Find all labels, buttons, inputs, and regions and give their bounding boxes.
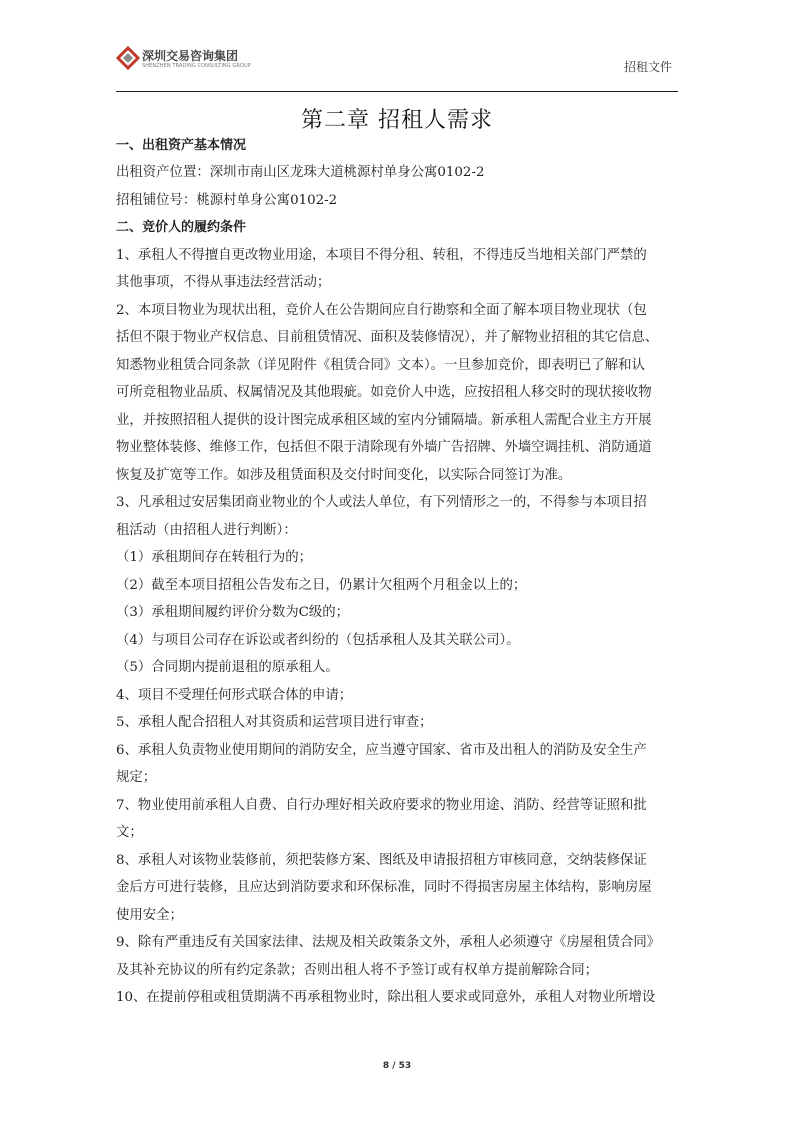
paragraph-line: 其他事项，不得从事违法经营活动； — [116, 275, 331, 290]
paragraph-line: 恢复及扩宽等工作。如涉及租赁面积及交付时间变化，以实际合同签订为准。 — [116, 468, 572, 483]
page-header — [116, 40, 678, 92]
header-divider — [116, 91, 678, 92]
paragraph-line: 8、承租人对该物业装修前，须把装修方案、图纸及申请报招租方审核同意，交纳装修保证 — [116, 853, 647, 868]
paragraph-line: 1、承租人不得擅自更改物业用途，本项目不得分租、转租，不得违反当地相关部门严禁的 — [116, 248, 647, 263]
paragraph-line: 金后方可进行装修，且应达到消防要求和环保标准，同时不得损害房屋主体结构，影响房屋 — [116, 880, 652, 895]
paragraph-line: 10、在提前停租或租赁期满不再承租物业时，除出租人要求或同意外，承租人对物业所增设 — [116, 990, 656, 1005]
list-item: （4）与项目公司存在诉讼或者纠纷的（包括承租人及其关联公司）。 — [116, 633, 520, 648]
paragraph-line: 物业整体装修、维修工作，包括但不限于清除现有外墙广告招牌、外墙空调挂机、消防通道 — [116, 440, 652, 455]
page-number: 8 / 53 — [382, 1061, 412, 1071]
paragraph-line: 括但不限于物业产权信息、目前租赁情况、面积及装修情况），并了解物业招租的其它信息、 — [116, 330, 659, 345]
paragraph-line: 7、物业使用前承租人自费、自行办理好相关政府要求的物业用途、消防、经营等证照和批 — [116, 798, 647, 813]
paragraph-line: 9、除有严重违反有关国家法律、法规及相关政策条文外，承租人必须遵守《房屋租赁合同》 — [116, 935, 661, 950]
list-item: （5）合同期内提前退租的原承租人。 — [116, 660, 339, 675]
list-item: （2）截至本项目招租公告发布之日，仍累计欠租两个月租金以上的； — [116, 578, 527, 593]
paragraph-line: 可所竞租物业品质、权属情况及其他瑕疵。如竞价人中选，应按招租人移交时的现状接收物 — [116, 385, 652, 400]
paragraph-line: 招租铺位号：桃源村单身公寓0102-2 — [116, 193, 338, 208]
paragraph-line: 规定； — [116, 770, 157, 785]
paragraph-line: 5、承租人配合招租人对其资质和运营项目进行审查； — [116, 715, 433, 730]
logo-mark-icon — [116, 46, 140, 70]
section-heading: 一、出租资产基本情况 — [116, 138, 247, 153]
logo-english-name: SHENZHEN TRADING CONSULTING GROUP — [142, 63, 251, 69]
section-heading: 二、竞价人的履约条件 — [116, 220, 247, 235]
paragraph-line: 2、本项目物业为现状出租，竞价人在公告期间应自行勘察和全面了解本项目物业现状（包 — [116, 303, 647, 318]
document-type-label: 招租文件 — [623, 60, 672, 74]
paragraph-line: 业，并按照招租人提供的设计图完成承租区域的室内分铺隔墙。新承租人需配合业主方开展 — [116, 413, 652, 428]
paragraph-line: 使用安全； — [116, 908, 183, 923]
paragraph-line: 文； — [116, 825, 143, 840]
chapter-title: 第二章 招租人需求 — [301, 108, 493, 133]
paragraph-line: 知悉物业租赁合同条款（详见附件《租赁合同》文本）。一旦参加竞价，即表明已了解和认 — [116, 358, 645, 373]
paragraph-line: 租活动（由招租人进行判断）： — [116, 523, 297, 538]
logo-chinese-name: 深圳交易咨询集团 — [142, 49, 239, 63]
paragraph-line: 3、凡承租过安居集团商业物业的个人或法人单位，有下列情形之一的，不得参与本项目招 — [116, 495, 647, 510]
paragraph-line: 6、承租人负责物业使用期间的消防安全，应当遵守国家、省市及出租人的消防及安全生产 — [116, 743, 647, 758]
company-logo — [116, 44, 276, 80]
list-item: （1）承租期间存在转租行为的； — [116, 550, 312, 565]
list-item: （3）承租期间履约评价分数为C级的； — [116, 605, 350, 620]
paragraph-line: 及其补充协议的所有约定条款；否则出租人将不予签订或有权单方提前解除合同； — [116, 963, 599, 978]
paragraph-line: 4、项目不受理任何形式联合体的申请； — [116, 688, 353, 703]
paragraph-line: 出租资产位置：深圳市南山区龙珠大道桃源村单身公寓0102-2 — [116, 165, 485, 180]
